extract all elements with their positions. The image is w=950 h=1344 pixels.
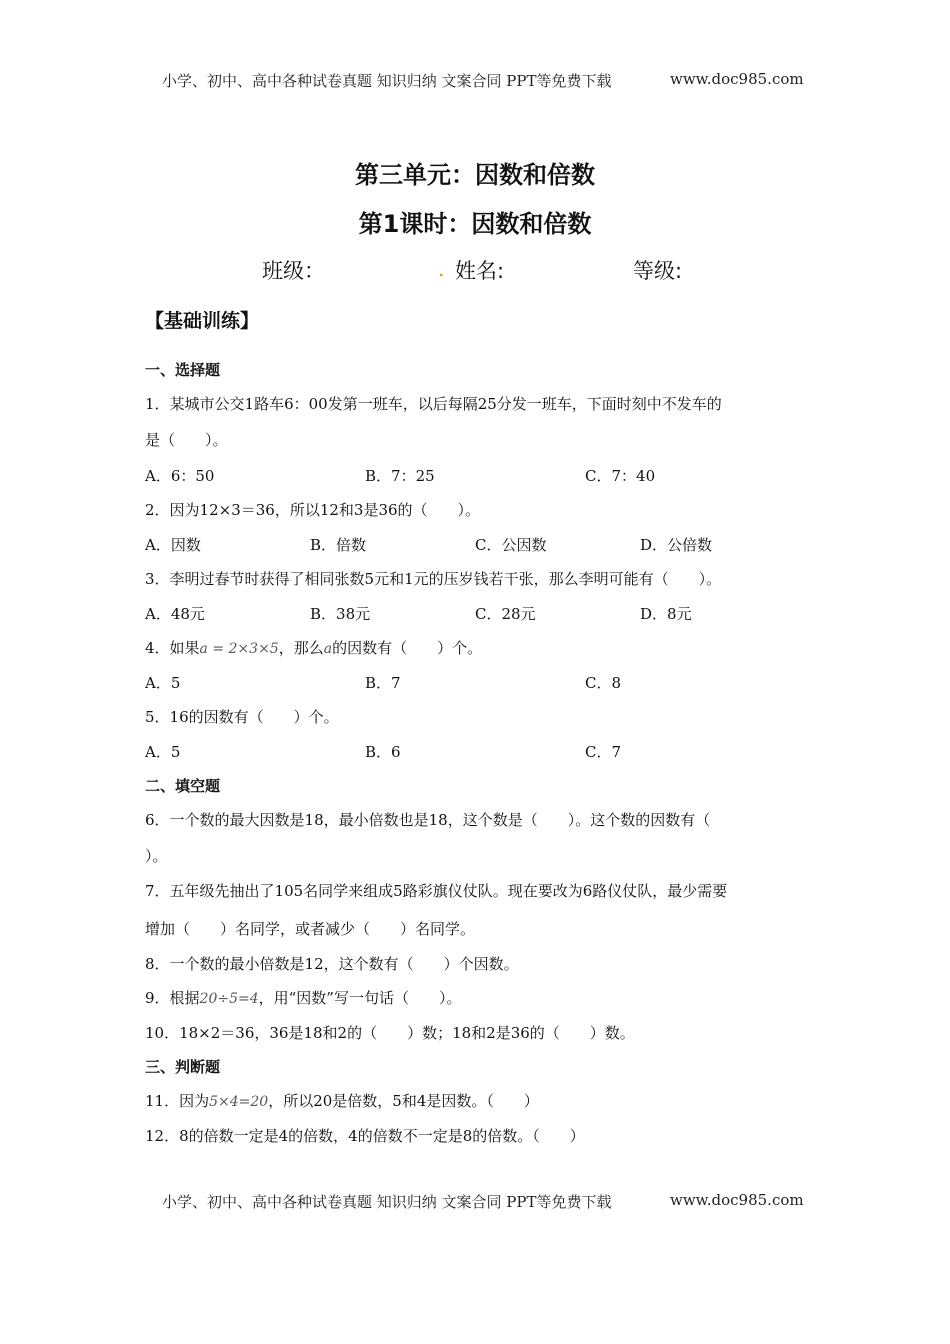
q7-line2: 增加（ ）名同学，或者减少（ ）名同学。: [145, 920, 476, 938]
q4-mid: ，那么: [278, 639, 324, 657]
q9-post: ，用“因数”写一句话（ ）。: [258, 989, 462, 1007]
q2-option-a[interactable]: A．因数: [145, 536, 201, 554]
footer-site[interactable]: www.doc985.com: [670, 1191, 804, 1209]
q5-option-c[interactable]: C．7: [585, 743, 622, 761]
q5-option-b[interactable]: B．6: [365, 743, 401, 761]
q10-text: 10．18×2＝36，36是18和2的（ ）数；18和2是36的（ ）数。: [145, 1024, 635, 1042]
q3-option-c[interactable]: C．28元: [475, 605, 536, 623]
q5-text: 5．16的因数有（ ）个。: [145, 708, 339, 726]
q11-pre: 11．因为: [145, 1092, 210, 1110]
header-site[interactable]: www.doc985.com: [670, 70, 804, 88]
q3-text: 3．李明过春节时获得了相同张数5元和1元的压岁钱若干张，那么李明可能有（ ）。: [145, 570, 722, 588]
section-choice: 一、选择题: [145, 361, 221, 379]
q11-formula: 5×4=20: [209, 1094, 269, 1110]
q5-option-a[interactable]: A．5: [145, 743, 181, 761]
q1-option-c[interactable]: C．7：40: [585, 467, 656, 485]
q2-option-d[interactable]: D．公倍数: [640, 536, 713, 554]
name-label: 姓名:: [455, 259, 505, 283]
unit-title: 第三单元：因数和倍数: [355, 161, 595, 189]
q1-option-a[interactable]: A．6：50: [145, 467, 215, 485]
q4-post: 的因数有（ ）个。: [332, 639, 483, 657]
q4-var: a: [323, 641, 333, 657]
q3-option-a[interactable]: A．48元: [145, 605, 205, 623]
q4-option-a[interactable]: A．5: [145, 674, 181, 692]
class-label: 班级：: [262, 259, 325, 283]
section-fill: 二、填空题: [145, 777, 221, 795]
info-dot: .: [438, 257, 445, 281]
q4-option-c[interactable]: C．8: [585, 674, 622, 692]
q9-formula: 20÷5=4: [199, 991, 259, 1007]
footer-text: 小学、初中、高中各种试卷真题 知识归纳 文案合同 PPT等免费下载: [162, 1193, 612, 1211]
lesson-title: 第1课时：因数和倍数: [358, 210, 592, 238]
q4-text: [145, 637, 482, 658]
q6-line1: 6．一个数的最大因数是18，最小倍数也是18，这个数是（ ）。这个数的因数有（: [145, 811, 711, 829]
section-judge: 三、判断题: [145, 1058, 221, 1076]
q1-option-b[interactable]: B．7：25: [365, 467, 435, 485]
q4-pre: 4．如果: [145, 639, 200, 657]
page-footer: [162, 1191, 802, 1212]
q4-option-b[interactable]: B．7: [365, 674, 401, 692]
q3-option-d[interactable]: D．8元: [640, 605, 692, 623]
basic-training-heading: 【基础训练】: [145, 310, 260, 332]
grade-label: 等级:: [633, 259, 683, 283]
q2-text: 2．因为12×3＝36，所以12和3是36的（ ）。: [145, 501, 481, 519]
q11-text: [145, 1090, 539, 1111]
q12-text: 12．8的倍数一定是4的倍数，4的倍数不一定是8的倍数。（ ）: [145, 1127, 585, 1145]
q4-formula: a = 2×3×5: [199, 641, 279, 657]
q11-post: ，所以20是倍数，5和4是因数。（ ）: [268, 1092, 539, 1110]
q9-pre: 9．根据: [145, 989, 200, 1007]
q9-text: [145, 987, 461, 1008]
q1-line2: 是（ ）。: [145, 431, 228, 449]
q3-option-b[interactable]: B．38元: [310, 605, 371, 623]
q7-line1: 7．五年级先抽出了105名同学来组成5路彩旗仪仗队。现在要改为6路仪仗队，最少需要: [145, 882, 728, 900]
q6-line2: ）。: [145, 847, 168, 865]
header-text: 小学、初中、高中各种试卷真题 知识归纳 文案合同 PPT等免费下载: [162, 72, 612, 90]
q8-text: 8．一个数的最小倍数是12，这个数有（ ）个因数。: [145, 955, 519, 973]
q1-line1: 1．某城市公交1路车6：00发第一班车，以后每隔25分发一班车，下面时刻中不发车的: [145, 395, 722, 413]
q2-option-c[interactable]: C．公因数: [475, 536, 547, 554]
page-header: [162, 70, 802, 91]
q2-option-b[interactable]: B．倍数: [310, 536, 367, 554]
